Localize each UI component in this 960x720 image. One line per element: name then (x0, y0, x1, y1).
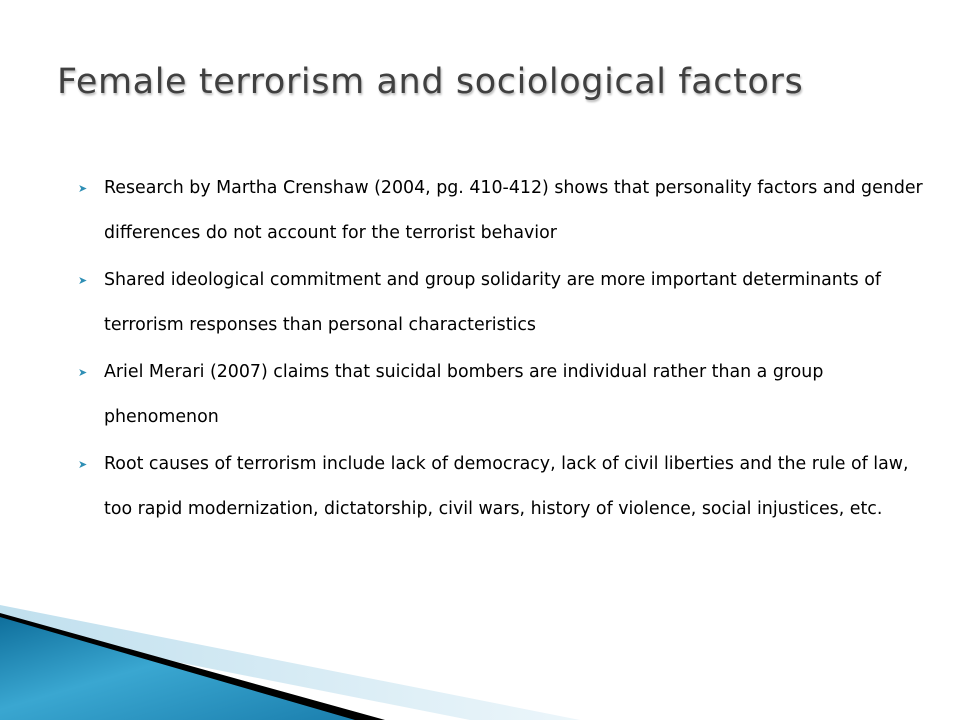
bullet-text: Ariel Merari (2007) claims that suicidal bombers are individual rather than a group phenomenon (104, 362, 824, 427)
bullet-text: Shared ideological commitment and group solidarity are more important determinants of terrorism responses than personal characteristics (104, 270, 881, 335)
bullet-item (78, 258, 928, 348)
arrow-bullet-icon: ➤ (78, 274, 88, 287)
slide-title: Female terrorism and sociological factors (57, 62, 804, 102)
arrow-bullet-icon: ➤ (78, 182, 88, 195)
bullet-text: Root causes of terrorism include lack of democracy, lack of civil liberties and the rule of law, too rapid modernization, dictatorship, civil wars, history of violence, social injustices, etc. (104, 454, 909, 519)
bullet-item (78, 442, 928, 532)
arrow-bullet-icon: ➤ (78, 366, 88, 379)
bullet-list (78, 166, 928, 534)
arrow-bullet-icon: ➤ (78, 458, 88, 471)
bullet-text: Research by Martha Crenshaw (2004, pg. 410-412) shows that personality factors and gender differences do not account for the terrorist behavior (104, 178, 923, 243)
bullet-item (78, 350, 928, 440)
decorative-swoosh (0, 605, 960, 720)
bullet-item (78, 166, 928, 256)
